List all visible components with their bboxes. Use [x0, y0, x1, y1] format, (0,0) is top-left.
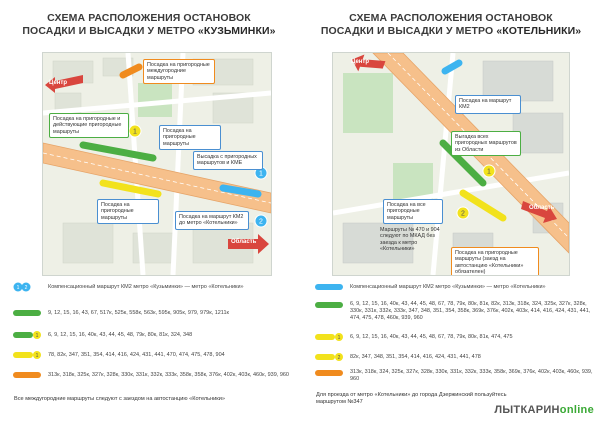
map-callout: Посадка на пригородные и действующие пригородные маршруты	[49, 113, 129, 138]
direction-region-label: Область	[231, 239, 257, 245]
site-logo: ЛЫТКАРИНonline	[494, 404, 594, 416]
map-callout: Высадка с пригородных маршрутов и КМЕ	[193, 151, 263, 170]
map-callout: Посадка на пригородные маршруты (заезд на автостанцию «Котельники» обязателен)	[451, 247, 539, 276]
kuzminki-panel: СХЕМА РАСПОЛОЖЕНИЯ ОСТАНОВОК ПОСАДКИ И ВЫСАДКИ У МЕТРО «КУЗЬМИНКИ» 1 1 2 Центр Область Посадка на пригородные междугородние маршруты Посадка на пригородные и действующие пригородные маршруты Посадка на пригородные маршруты Высадка с пригородных маршрутов и КМЕ Посадка на пригородные маршруты Посадка на маршрут КМ2 до метро «Котельники» 1 2 Компенсационный маршрут КМ2 метро «Кузьминки» — метро «Котельники» 9, 12, 15, 16, 43, 67, 517к, 525к, 558к, 563к, 595к, 905к, 979, 979к, 1211к 1 6, 9, 12, 15, 16, 40к, 43, 44, 45, 48, 79к, 80к, 81к, 324, 348 1 78, 82к, 347, 351, 354, 414, 416, 424, 431, 441, 470, 474, 475, 478, 904 313к, 318к, 325к, 327к, 328к, 330к, 331к, 332к, 333к, 358к, 358к, 376к, 402к, 403к, 460к, 939, 960 Все междугородние маршруты следуют с заездом на автостанцию «Котельники»	[4, 0, 294, 424]
svg-text:2: 2	[24, 285, 28, 291]
kotelniki-title: СХЕМА РАСПОЛОЖЕНИЯ ОСТАНОВОК ПОСАДКИ И ВЫСАДКИ У МЕТРО «КОТЕЛЬНИКИ»	[320, 12, 582, 37]
legend-swatch-yellow-1	[12, 350, 42, 360]
direction-center-label: Центр	[49, 80, 68, 86]
direction-center-label: Центр	[351, 59, 370, 65]
map-callout: Посадка на все пригородные маршруты	[383, 199, 443, 224]
legend-row: 1 2 Компенсационный маршрут КМ2 метро «Кузьминки» — метро «Котельники»	[12, 282, 292, 292]
legend-swatch-green-bar	[314, 300, 344, 310]
kotelniki-map[interactable]	[332, 52, 570, 276]
map-callout: Выгадка всех пригородных маршрутов из Области	[451, 131, 521, 156]
legend-swatch-yellow-2	[314, 352, 344, 362]
legend-swatch-km2	[314, 282, 344, 292]
legend-swatch-orange-bar	[12, 370, 42, 380]
map-callout: Посадка на пригородные маршруты	[97, 199, 159, 224]
map-callout: Посадка на маршрут КМ2 до метро «Котельники»	[175, 211, 249, 230]
kuzminki-title: СХЕМА РАСПОЛОЖЕНИЯ ОСТАНОВОК ПОСАДКИ И ВЫСАДКИ У МЕТРО «КУЗЬМИНКИ»	[22, 12, 276, 37]
svg-text:1: 1	[133, 128, 137, 136]
kuzminki-map[interactable]	[42, 52, 272, 276]
legend-swatch-orange-bar	[314, 368, 344, 378]
kuzminki-footer-note: Все междугородние маршруты следуют с заездом на автостанцию «Котельники»	[14, 396, 225, 402]
kotelniki-footer-note: Для проезда от метро «Котельники» до города Дзержинский пользуйтесь маршрутом №347	[316, 392, 507, 405]
svg-text:2: 2	[259, 218, 263, 226]
direction-region-label: Область	[529, 205, 555, 211]
svg-text:2: 2	[337, 355, 341, 361]
legend-swatch-green-bar	[12, 308, 42, 318]
map-note: Маршруты № 470 и 904 следуют по МКАД без заезда к метро «Котельники»	[380, 227, 440, 253]
legend-swatch-green-1	[12, 330, 42, 340]
map-callout: Посадка на пригородные маршруты	[159, 125, 221, 150]
legend-swatch-yellow-1	[314, 332, 344, 342]
legend-swatch-km2	[12, 282, 42, 292]
svg-text:1: 1	[35, 333, 39, 339]
map-callout: Посадка на маршрут КМ2	[455, 95, 521, 114]
svg-text:1: 1	[337, 335, 341, 341]
svg-text:1: 1	[259, 170, 263, 178]
svg-text:1: 1	[487, 168, 491, 176]
map-callout: Посадка на пригородные междугородние маршруты	[143, 59, 215, 84]
svg-text:1: 1	[16, 285, 20, 291]
svg-text:1: 1	[35, 353, 39, 359]
kotelniki-panel: СХЕМА РАСПОЛОЖЕНИЯ ОСТАНОВОК ПОСАДКИ И ВЫСАДКИ У МЕТРО «КОТЕЛЬНИКИ» 1 2 Центр Область Посадка на маршрут КМ2 Выгадка всех пригородных маршрутов из Области Посадка на все пригородные маршруты Маршруты № 470 и 904 следуют по МКАД без заезда к метро «Котельники» Посадка на пригородные маршруты (заезд на автостанцию «Котельники» обязателен) Компенсационный маршрут КМ2 метро «Кузьминки» — метро «Котельники» 6, 9, 12, 15, 16, 40к, 43, 44, 45, 48, 67, 78, 79к, 80к, 81к, 82к, 313к, 318к, 324, 325к, 327к, 328к, 330к, 331к, 332к, 333к, 347, 348, 351, 354, 358к, 369к, 376к, 402к, 403к, 414, 416, 424, 431, 441, 474, 475, 478, 460к, 939, 960 1 6, 9, 12, 15, 16, 40к, 43, 44, 45, 48, 67, 78, 79к, 80к, 81к, 474, 475 2 82к, 347, 348, 351, 354, 414, 416, 424, 431, 441, 478 313к, 318к, 324, 325к, 327к, 328к, 330к, 331к, 332к, 333к, 358к, 369к, 376к, 402к, 403к, 460к, 939, 960 Для проезда от метро «Котельники» до города Дзержинский пользуйтесь маршрутом №347	[306, 0, 596, 424]
svg-text:2: 2	[461, 210, 465, 218]
kotelniki-map-graphic	[333, 53, 569, 275]
